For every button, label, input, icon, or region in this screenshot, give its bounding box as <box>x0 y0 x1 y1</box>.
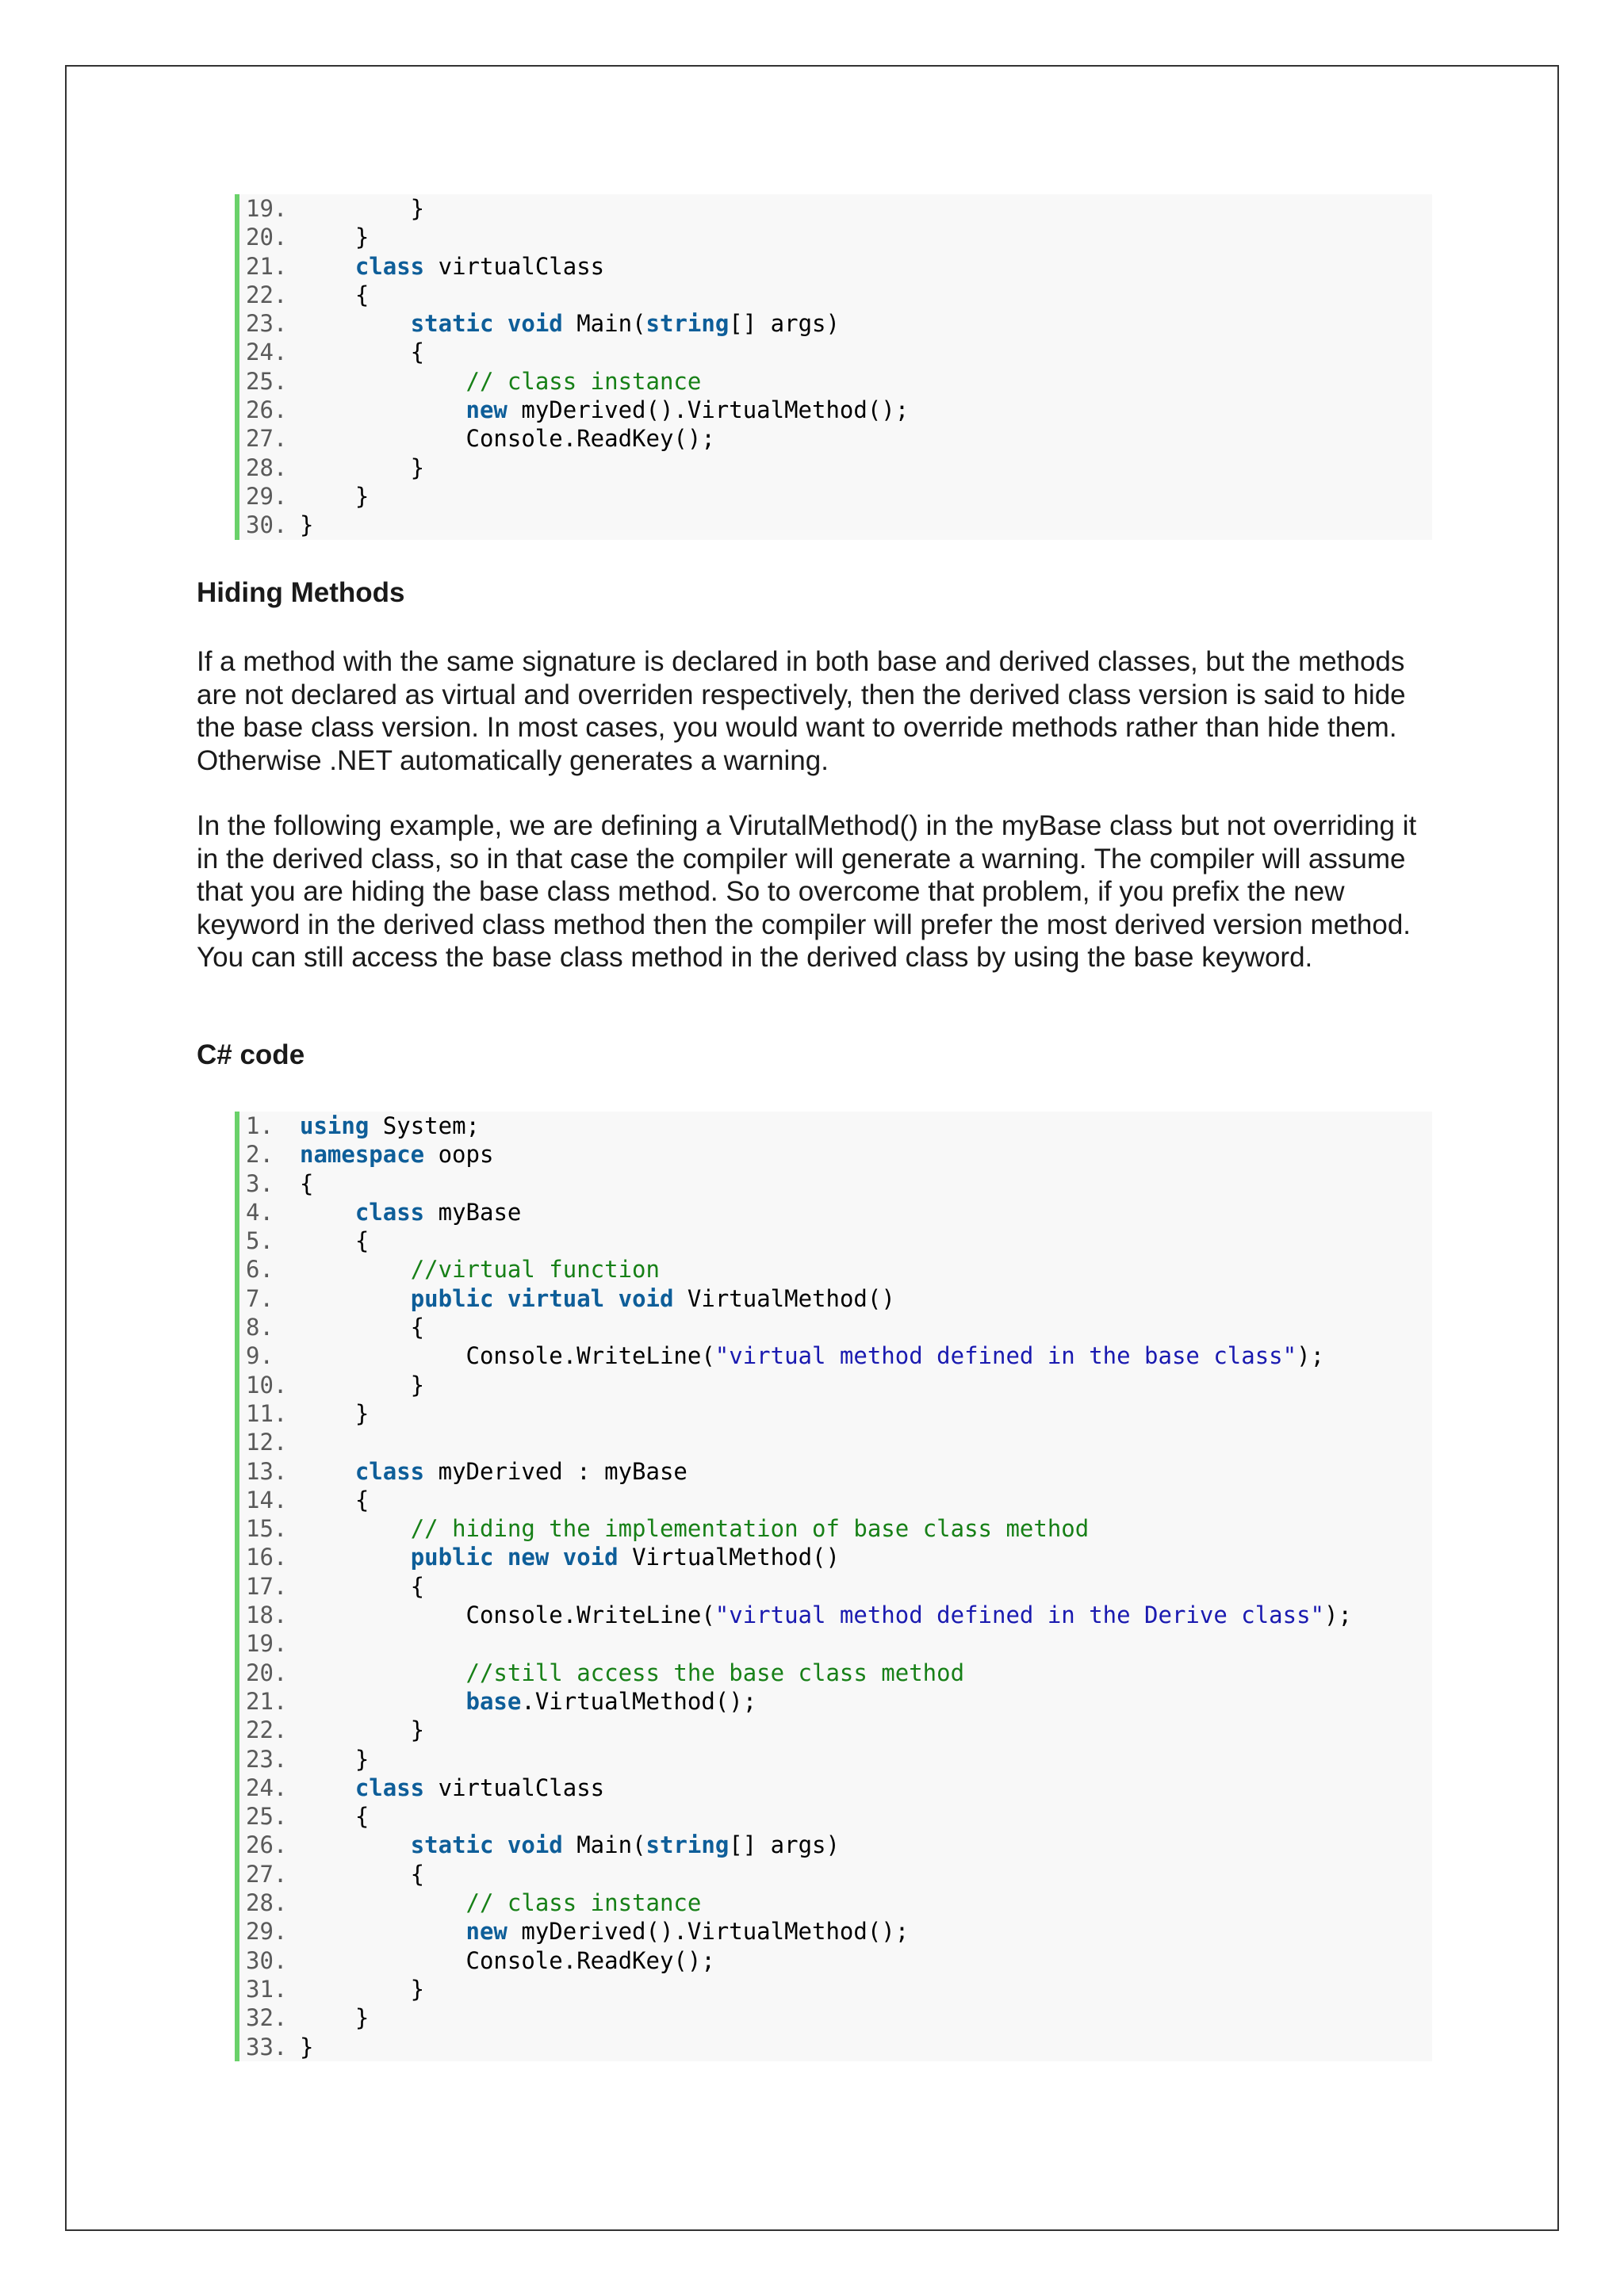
code-text: } <box>300 1975 425 2003</box>
code-text <box>493 1285 507 1312</box>
code-text: myDerived().VirtualMethod(); <box>507 1918 910 1946</box>
line-number: 8. <box>246 1314 274 1341</box>
code-line <box>246 2033 1432 2061</box>
code-line <box>246 1774 1432 1802</box>
line-number: 33. <box>246 2033 288 2061</box>
code-line <box>246 252 1432 281</box>
code-text: myBase <box>424 1198 522 1226</box>
code-line <box>246 1543 1432 1571</box>
code-text <box>300 1774 355 1801</box>
code-text <box>300 1544 411 1571</box>
code-text: .VirtualMethod(); <box>521 1687 757 1715</box>
code-line <box>246 1140 1432 1169</box>
code-text <box>300 253 355 280</box>
code-comment: // class instance <box>465 367 702 395</box>
line-number: 23. <box>246 1745 288 1773</box>
code-text <box>493 310 507 337</box>
code-line <box>246 1341 1432 1370</box>
line-number: 24. <box>246 1774 288 1801</box>
code-line <box>246 1169 1432 1198</box>
line-number: 5. <box>246 1227 274 1255</box>
code-text: } <box>300 224 370 251</box>
code-keyword: void <box>507 1831 563 1859</box>
code-text: } <box>300 511 314 539</box>
line-number: 24. <box>246 339 288 366</box>
code-line <box>246 1226 1432 1255</box>
code-text: { <box>300 1803 370 1831</box>
code-keyword: class <box>354 1774 425 1801</box>
code-keyword: public <box>410 1544 494 1571</box>
code-keyword: void <box>507 310 563 338</box>
code-comment: //virtual function <box>410 1256 660 1284</box>
code-text: Main( <box>562 1831 646 1859</box>
code-text: [] args) <box>729 310 840 338</box>
line-number: 27. <box>246 425 288 453</box>
code-line <box>246 511 1432 539</box>
line-number: 29. <box>246 1918 288 1946</box>
code-line <box>246 194 1432 223</box>
code-text <box>300 1659 466 1686</box>
code-text: VirtualMethod() <box>618 1544 840 1571</box>
code-keyword: string <box>645 1831 730 1859</box>
line-number: 30. <box>246 1946 288 1974</box>
code-text: } <box>300 1371 425 1399</box>
code-text: { <box>300 339 425 366</box>
code-line <box>246 424 1432 453</box>
code-line <box>246 396 1432 424</box>
code-text: } <box>300 1745 370 1773</box>
code-text <box>300 1889 466 1916</box>
line-number: 23. <box>246 310 288 338</box>
line-number: 7. <box>246 1284 274 1312</box>
code-line <box>246 367 1432 396</box>
code-text <box>300 310 411 337</box>
code-line <box>246 1629 1432 1658</box>
code-keyword: class <box>354 1198 425 1226</box>
line-number: 25. <box>246 367 288 395</box>
line-number: 4. <box>246 1198 274 1226</box>
code-text: { <box>300 1860 425 1888</box>
line-number: 1. <box>246 1112 274 1139</box>
code-text: } <box>300 195 425 222</box>
code-line <box>246 1371 1432 1399</box>
line-number: 31. <box>246 1975 288 2003</box>
code-line <box>246 1313 1432 1341</box>
line-number: 19. <box>246 195 288 222</box>
code-text <box>300 1831 411 1858</box>
code-text: virtualClass <box>424 1774 605 1801</box>
paragraph-hiding-intro: If a method with the same signature is declared in both base and derived classes, but the methods are not declared as virtual and overriden respectively, then the derived class version is said to hide the base class version. In most cases, you would want to override methods rather than hide them. Otherwise .NET automatically generates a warning. <box>197 646 1406 776</box>
code-text: } <box>300 2033 314 2061</box>
section-heading: Hiding Methods <box>197 577 405 608</box>
code-line <box>246 453 1432 482</box>
line-number: 25. <box>246 1803 288 1831</box>
code-text: [] args) <box>729 1831 840 1859</box>
code-text: myDerived : myBase <box>424 1457 688 1485</box>
line-number: 9. <box>246 1342 274 1370</box>
line-number: 11. <box>246 1399 288 1427</box>
code-comment: // class instance <box>465 1889 702 1917</box>
code-text <box>549 1544 562 1571</box>
code-text <box>300 368 466 395</box>
code-text: } <box>300 1399 370 1427</box>
line-number: 16. <box>246 1544 288 1571</box>
code-text: { <box>300 1227 370 1255</box>
line-number: 19. <box>246 1630 288 1658</box>
code-keyword: using <box>300 1112 370 1139</box>
code-text <box>300 1199 355 1226</box>
line-number: 28. <box>246 453 288 481</box>
code-line <box>246 1198 1432 1226</box>
code-line <box>246 1255 1432 1284</box>
code-line <box>246 1831 1432 1859</box>
code-keyword: static <box>410 1831 494 1859</box>
code-text: { <box>300 1314 425 1341</box>
code-comment: // hiding the implementation of base class method <box>410 1515 1090 1543</box>
code-text: Console.WriteLine( <box>300 1601 715 1629</box>
code-text <box>300 1515 411 1542</box>
code-line <box>246 1716 1432 1744</box>
code-line <box>246 2003 1432 2032</box>
line-number: 15. <box>246 1515 288 1543</box>
code-line <box>246 1601 1432 1629</box>
code-line <box>246 338 1432 366</box>
line-number: 32. <box>246 2004 288 2032</box>
code-text: oops <box>424 1141 494 1169</box>
code-text: Console.WriteLine( <box>300 1342 715 1370</box>
code-keyword: new <box>465 1918 508 1946</box>
code-line <box>246 223 1432 251</box>
code-string: "virtual method defined in the base class" <box>714 1342 1297 1370</box>
code-line <box>246 1917 1432 1946</box>
line-number: 26. <box>246 1831 288 1859</box>
code-keyword: public <box>410 1284 494 1312</box>
code-text <box>300 1285 411 1312</box>
line-number: 20. <box>246 1659 288 1686</box>
code-text: ); <box>1297 1342 1325 1370</box>
code-line <box>246 1745 1432 1774</box>
line-number: 20. <box>246 224 288 251</box>
code-text <box>300 1918 466 1945</box>
code-line <box>246 1572 1432 1601</box>
code-text <box>493 1544 507 1571</box>
line-number: 30. <box>246 511 288 539</box>
code-keyword: new <box>465 396 508 424</box>
code-text <box>493 1831 507 1858</box>
code-text: } <box>300 482 370 510</box>
code-text: System; <box>369 1112 480 1139</box>
code-text <box>300 1458 355 1485</box>
code-line <box>246 309 1432 338</box>
code-text: { <box>300 281 370 308</box>
line-number: 12. <box>246 1429 288 1456</box>
line-number: 17. <box>246 1572 288 1600</box>
code-text: virtualClass <box>424 252 605 280</box>
code-text: { <box>300 1572 425 1600</box>
line-number: 26. <box>246 396 288 424</box>
code-string: "virtual method defined in the Derive class" <box>714 1601 1325 1629</box>
code-text: } <box>300 2004 370 2032</box>
code-comment: //still access the base class method <box>465 1659 965 1686</box>
line-number: 10. <box>246 1371 288 1399</box>
code-keyword: class <box>354 252 425 280</box>
code-keyword: string <box>645 310 730 338</box>
code-line <box>246 1399 1432 1428</box>
line-number: 13. <box>246 1457 288 1485</box>
code-text: { <box>300 1486 370 1513</box>
code-text: Console.ReadKey(); <box>300 1946 715 1974</box>
code-keyword: virtual <box>507 1284 605 1312</box>
code-line <box>246 1888 1432 1917</box>
code-line <box>246 1486 1432 1514</box>
code-keyword: void <box>618 1284 674 1312</box>
paragraph-hiding-example: In the following example, we are defining a VirutalMethod() in the myBase class but not overriding it in the derived class, so in that case the compiler will generate a warning. The compiler will assume that you are hiding the base class method. So to overcome that problem, if you prefix the new keyword in the derived class method then the compiler will prefer the most derived version method. You can still access the base class method in the derived class by using the base keyword. <box>197 810 1417 973</box>
line-number: 22. <box>246 281 288 308</box>
code-keyword: base <box>465 1687 522 1715</box>
code-line <box>246 1457 1432 1486</box>
code-text: Console.ReadKey(); <box>300 425 715 453</box>
line-number: 14. <box>246 1486 288 1513</box>
code-line <box>246 1659 1432 1687</box>
code-text: } <box>300 1716 425 1744</box>
code-heading: C# code <box>197 1039 305 1070</box>
code-keyword: namespace <box>300 1141 425 1169</box>
line-number: 3. <box>246 1169 274 1197</box>
line-number: 6. <box>246 1256 274 1284</box>
code-text: ); <box>1324 1601 1352 1629</box>
line-number: 22. <box>246 1716 288 1744</box>
code-text: } <box>300 453 425 481</box>
code-text: myDerived().VirtualMethod(); <box>507 396 910 424</box>
line-number: 28. <box>246 1889 288 1917</box>
code-line <box>246 1860 1432 1888</box>
code-line <box>246 482 1432 511</box>
line-number: 18. <box>246 1601 288 1629</box>
code-line <box>246 1514 1432 1543</box>
line-number: 2. <box>246 1141 274 1169</box>
code-block-hiding-example <box>235 1112 1432 2061</box>
code-line <box>246 1802 1432 1831</box>
code-text: { <box>300 1169 314 1197</box>
code-text: Main( <box>562 310 646 338</box>
code-keyword: new <box>507 1544 550 1571</box>
code-line <box>246 1428 1432 1456</box>
code-keyword: static <box>410 310 494 338</box>
code-line <box>246 1112 1432 1140</box>
line-number: 21. <box>246 252 288 280</box>
code-line <box>246 1946 1432 1975</box>
code-block-continued <box>235 194 1432 540</box>
code-text <box>300 396 466 423</box>
code-keyword: class <box>354 1457 425 1485</box>
code-text <box>604 1285 618 1312</box>
code-text <box>300 1688 466 1715</box>
line-number: 27. <box>246 1860 288 1888</box>
code-line <box>246 1284 1432 1313</box>
line-number: 21. <box>246 1687 288 1715</box>
code-line <box>246 281 1432 309</box>
code-text <box>300 1256 411 1283</box>
code-line <box>246 1975 1432 2003</box>
code-line <box>246 1687 1432 1716</box>
line-number: 29. <box>246 482 288 510</box>
code-text: VirtualMethod() <box>673 1284 895 1312</box>
code-keyword: void <box>562 1544 619 1571</box>
